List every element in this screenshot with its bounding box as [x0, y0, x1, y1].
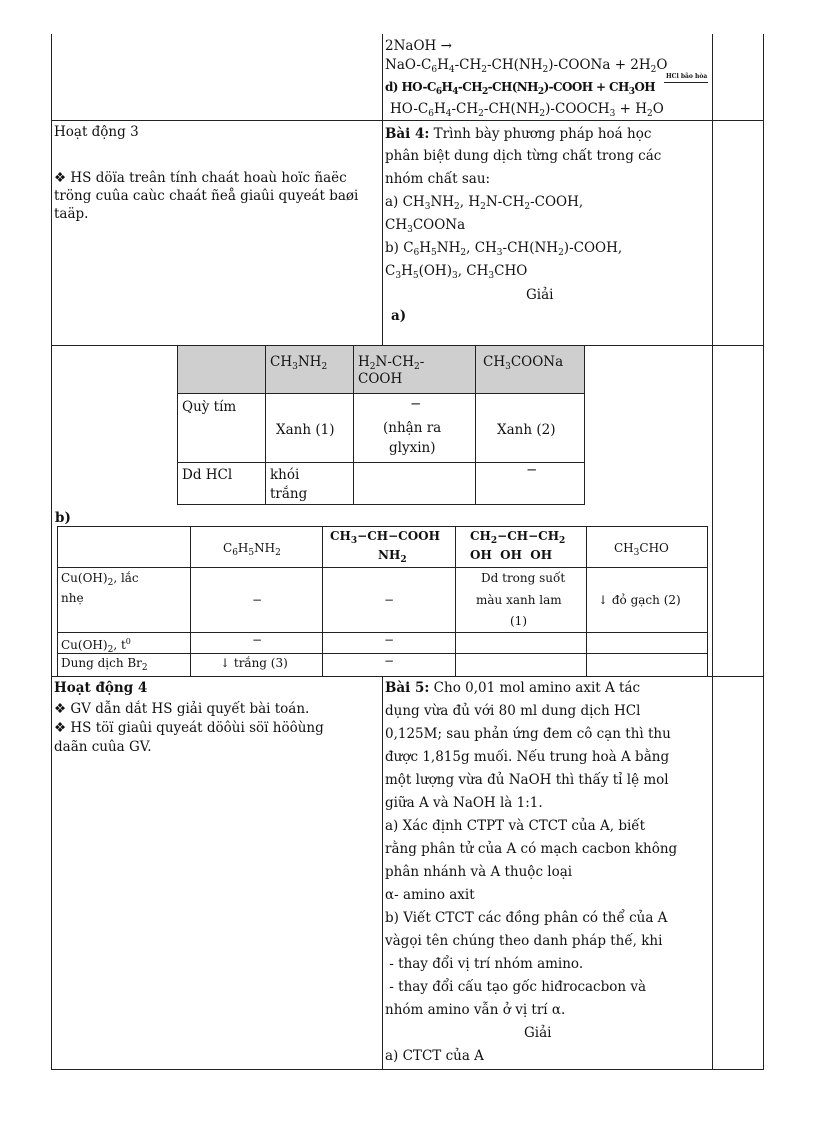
equation-line: NaO-$C_6H_4-CH_2-CH(NH_2)$-COONa + $2H_2O$: [385, 57, 668, 75]
table-border: [190, 526, 191, 676]
table-border: [322, 526, 323, 676]
exercise-text: Bài 4: Trình bày phương pháp hoá học: [385, 126, 652, 142]
table-border: [51, 1069, 764, 1070]
col-header: $H_2N-CH_2-$: [358, 354, 425, 372]
header-shade: [178, 346, 266, 393]
table-cell: màu xanh lam: [476, 593, 562, 607]
exercise-text: a) Xác định CTPT và CTCT của A, biết: [385, 818, 646, 834]
solution-heading: Giải: [526, 287, 554, 303]
exercise-text: $C_3H_5(OH)_3$, $CH_3CHO$: [385, 263, 528, 281]
exercise-text: nhóm chất sau:: [385, 171, 491, 187]
table-cell: −: [252, 593, 263, 607]
table-cell: trắng: [270, 486, 308, 502]
exercise-text: một lượng vừa đủ NaOH thì thấy tỉ lệ mol: [385, 772, 669, 788]
table-cell: ↓ đỏ gạch (2): [598, 593, 681, 607]
table-border: [475, 345, 476, 505]
exercise-text: dụng vừa đủ với 80 ml dung dịch HCl: [385, 703, 641, 719]
exercise-text: b) $C_6H_5NH_2$, $CH_3-CH(NH_2)$-COOH,: [385, 240, 623, 258]
table-border: [177, 393, 585, 394]
row-header: Dd HCl: [182, 467, 233, 483]
solution-heading: Giải: [524, 1025, 552, 1041]
activity-title: Hoạt động 4: [54, 680, 148, 696]
row-header: Quỳ tím: [182, 399, 237, 415]
table-cell: −: [384, 593, 395, 607]
table-cell: −: [410, 396, 422, 412]
table-cell: glyxin): [389, 440, 436, 456]
row-header: Dung dịch $Br_2$: [61, 656, 148, 673]
table-border: [712, 34, 713, 345]
col-header: $CH_3-CH-COOH$: [330, 529, 440, 546]
exercise-text: phân nhánh và A thuộc loại: [385, 864, 573, 880]
table-border: [57, 526, 58, 676]
activity-title: Hoạt động 3: [54, 124, 139, 140]
exercise-text: - thay đổi vị trí nhóm amino.: [385, 956, 584, 972]
exercise-text: - thay đổi cấu tạo gốc hiđrocacbon và: [385, 979, 647, 995]
table-cell: (nhận ra: [383, 420, 442, 436]
exercise-text: rằng phân tử của A có mạch cacbon không: [385, 841, 678, 857]
table-cell: Dd trong suốt: [481, 571, 566, 585]
activity-text: ❖ GV dẫn dắt HS giải quyết bài toán.: [54, 701, 310, 717]
table-cell: (1): [510, 614, 527, 628]
table-cell: −: [526, 462, 538, 478]
col-header: $NH_2$: [378, 548, 407, 565]
table-border: [382, 34, 383, 345]
table-cell: −: [384, 633, 395, 647]
table-border: [57, 632, 708, 633]
table-border: [177, 462, 585, 463]
table-border: [712, 345, 713, 1070]
exercise-text: được 1,815g muối. Nếu trung hoà A bằng: [385, 749, 670, 765]
table-cell: Xanh (2): [497, 422, 556, 438]
table-border: [57, 653, 708, 654]
col-header: $CH_2-CH-CH_2$: [470, 529, 566, 546]
exercise-text: vàgọi tên chúng theo danh pháp thế, khi: [385, 933, 663, 949]
table-border: [51, 34, 52, 1070]
activity-text: taäp.: [54, 206, 89, 222]
col-header: $CH_3CHO$: [614, 541, 669, 558]
col-header: OH OH OH: [470, 548, 553, 562]
exercise-text: 0,125M; sau phản ứng đem cô cạn thì thu: [385, 726, 671, 742]
activity-text: tröng cuûa caùc chaát ñeå giaûi quyeát baøi: [54, 188, 359, 204]
exercise-text: $CH_3COONa$: [385, 217, 466, 235]
activity-text: daãn cuûa GV.: [54, 739, 152, 755]
table-border: [455, 526, 456, 676]
table-border: [353, 345, 354, 505]
exercise-text: a) $CH_3NH_2$, $H_2N-CH_2$-COOH,: [385, 194, 584, 212]
table-border: [265, 345, 266, 505]
row-header: $Cu(OH)_2$, $t^0$: [61, 637, 131, 655]
equation-line: $HO-C_6H_4-CH_2-CH(NH_2)-COOCH_3 + H_2O$: [390, 101, 664, 119]
table-border: [382, 676, 383, 1070]
exercise-text: a) CTCT của A: [385, 1048, 484, 1064]
equation-line: 2NaOH →: [385, 38, 452, 54]
exercise-text: giữa A và NaOH là 1:1.: [385, 795, 543, 811]
part-label: a): [391, 308, 407, 324]
table-border: [584, 345, 585, 505]
col-header: $C_6H_5NH_2$: [223, 541, 281, 558]
activity-text: ❖ HS döïa treân tính chaát hoaù hoïc ñaëc: [54, 170, 347, 186]
table-cell: Xanh (1): [276, 422, 335, 438]
part-label: b): [55, 510, 71, 526]
col-header: $CH_3COONa$: [483, 354, 564, 372]
table-border: [763, 34, 764, 1070]
activity-text: ❖ HS töï giaûi quyeát döôùi söï höôùng: [54, 720, 324, 736]
row-header: nhẹ: [61, 591, 84, 605]
exercise-text: α- amino axit: [385, 887, 475, 903]
table-cell: khói: [270, 467, 300, 483]
col-header: $CH_3NH_2$: [270, 354, 328, 372]
exercise-text: phân biệt dung dịch từng chất trong các: [385, 148, 662, 164]
reaction-condition: HCl bão hòa: [666, 73, 708, 80]
reaction-arrow: [664, 82, 708, 83]
exercise-text: nhóm amino vẫn ở vị trí α.: [385, 1002, 566, 1018]
table-border: [177, 504, 585, 505]
table-border: [707, 526, 708, 676]
exercise-text: b) Viết CTCT các đồng phân có thể của A: [385, 910, 668, 926]
table-border: [51, 676, 764, 677]
col-header: COOH: [358, 371, 403, 387]
table-border: [177, 345, 178, 505]
table-border: [586, 526, 587, 676]
equation-line: d) $HO-C_6H_4-CH_2-CH(NH_2)$-COOH + $CH_3OH$: [385, 80, 656, 97]
table-cell: −: [252, 633, 263, 647]
exercise-text: Bài 5: Cho 0,01 mol amino axit A tác: [385, 680, 641, 696]
table-cell: −: [384, 654, 395, 668]
table-cell: ↓ trắng (3): [220, 656, 288, 670]
row-header: $Cu(OH)_2$, lắc: [61, 571, 139, 588]
